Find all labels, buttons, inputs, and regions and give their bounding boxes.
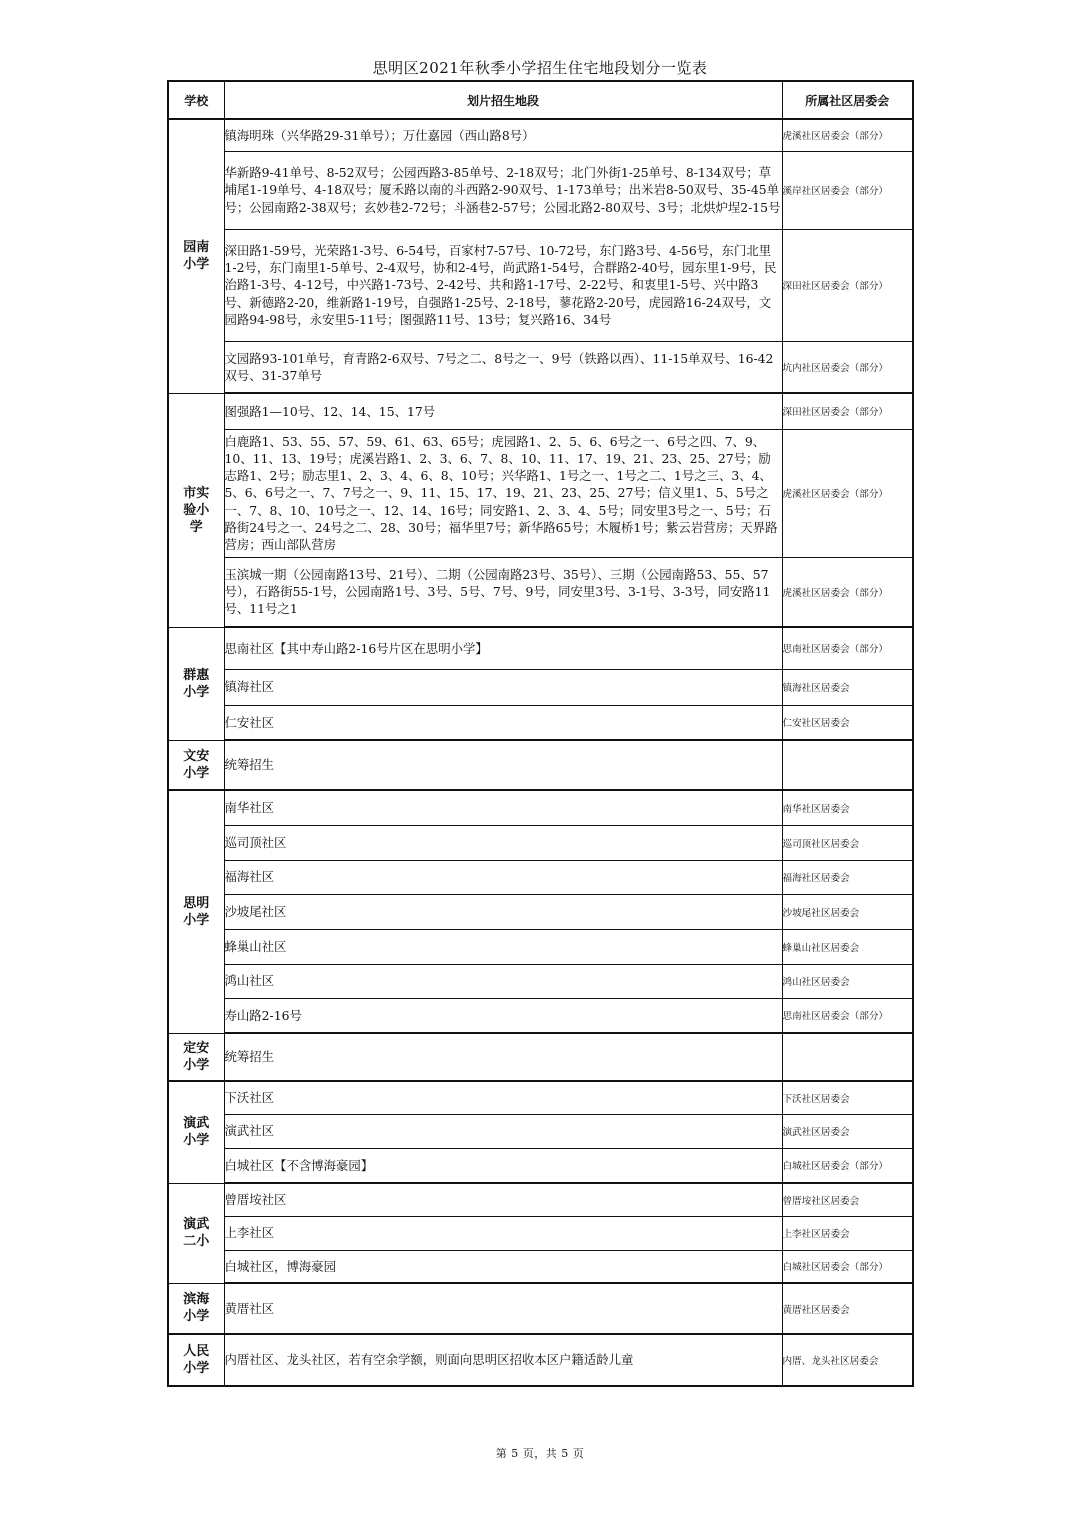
school-name-cell	[168, 1183, 224, 1283]
area-cell: 文园路93-101单号，育青路2-6双号、7号之二、8号之一、9号（铁路以西）、11-15单双号、16-42双号、31-37单号	[224, 341, 782, 393]
community-cell: 虎溪社区居委会（部分）	[782, 429, 913, 557]
table-row	[168, 1334, 913, 1386]
area-cell: 思南社区【其中寿山路2-16号片区在思明小学】	[224, 627, 782, 669]
school-name-line: 小学	[183, 1361, 210, 1376]
community-cell: 演武社区居委会	[782, 1114, 913, 1148]
community-cell: 内厝、龙头社区居委会	[782, 1334, 913, 1386]
school-name-line: 文安	[183, 748, 210, 764]
school-name-line: 验小	[183, 502, 210, 518]
page-footer: 第 5 页，共 5 页	[495, 1447, 585, 1460]
area-cell: 寿山路2-16号	[224, 998, 782, 1033]
table-row	[168, 1033, 913, 1081]
table-row	[168, 341, 913, 393]
school-name-line: 滨海	[183, 1292, 210, 1308]
school-name-line: 市实	[183, 485, 210, 501]
area-cell: 深田路1-59号，光荣路1-3号、6-54号，百家村7-57号、10-72号，东门路3号、4-56号，东门北里1-2号，东门南里1-5单号、2-4双号，协和2-4号，尚武路1-54号，合群路2-40号，园东里1-9号，民治路1-3号、4-12号，中兴路1-73号、2-42号、共和路1-17号、2-22号、和衷里1-5号、兴中路3号、新德路2-20，维新路1-19号，自强路1-25号、2-18号，蓼花路2-20号，虎园路16-24双号，文园路94-98号，永安里5-11号；图强路11号、13号；复兴路16、34号	[224, 229, 782, 341]
community-cell: 蜂巢山社区居委会	[782, 929, 913, 964]
community-cell: 仁安社区居委会	[782, 705, 913, 740]
table-row	[168, 825, 913, 860]
table-row	[168, 1081, 913, 1114]
table-row	[168, 1283, 913, 1334]
area-cell: 南华社区	[224, 790, 782, 825]
header-area: 划片招生地段	[224, 81, 782, 119]
community-cell: 虎溪社区居委会（部分）	[782, 119, 913, 151]
school-name-cell	[168, 740, 224, 790]
school-name-line: 演武	[183, 1116, 210, 1132]
school-name-line: 小学	[183, 684, 210, 700]
table-row	[168, 790, 913, 825]
area-cell: 上李社区	[224, 1216, 782, 1250]
school-name-line: 小学	[183, 257, 210, 273]
community-cell: 鸿山社区居委会	[782, 964, 913, 998]
school-name-line: 小学	[183, 1309, 210, 1325]
community-cell: 虎溪社区居委会（部分）	[782, 557, 913, 627]
school-name-line: 小学	[183, 765, 210, 781]
community-cell: 黄厝社区居委会	[782, 1283, 913, 1334]
school-name-line: 思明	[183, 895, 210, 911]
table-row	[168, 998, 913, 1033]
community-cell: 巡司顶社区居委会	[782, 825, 913, 860]
enrollment-table	[167, 80, 914, 1387]
table-row	[168, 929, 913, 964]
school-name-cell	[168, 1283, 224, 1334]
school-name-line: 群惠	[183, 667, 210, 683]
community-cell: 思南社区居委会（部分）	[782, 627, 913, 669]
community-cell: 深田社区居委会（部分）	[782, 393, 913, 429]
area-cell: 图强路1—10号、12、14、15、17号	[224, 393, 782, 429]
table-row	[168, 1148, 913, 1183]
school-name-cell	[168, 393, 224, 627]
school-name-line: 小学	[183, 1057, 210, 1073]
table-row	[168, 1114, 913, 1148]
table-row	[168, 740, 913, 790]
header-community: 所属社区居委会	[782, 81, 913, 119]
area-cell: 演武社区	[224, 1114, 782, 1148]
table-row	[168, 1216, 913, 1250]
school-name-line: 演武	[183, 1217, 210, 1232]
area-cell: 镇海明珠（兴华路29-31单号）；万仕嘉园（西山路8号）	[224, 119, 782, 151]
community-cell: 白城社区居委会（部分）	[782, 1250, 913, 1283]
table-row	[168, 705, 913, 740]
community-cell: 白城社区居委会（部分）	[782, 1148, 913, 1183]
table-row	[168, 627, 913, 669]
school-name-cell	[168, 119, 224, 393]
area-cell: 白城社区【不含博海豪园】	[224, 1148, 782, 1183]
table-row	[168, 119, 913, 151]
community-cell: 福海社区居委会	[782, 860, 913, 894]
area-cell: 华新路9-41单号、8-52双号；公园西路3-85单号、2-18双号；北门外街1-25单号、8-134双号；草埔尾1-19单号、4-18双号；厦禾路以南的斗西路2-90双号、1-173单号；出米岩8-50双号、35-45单号；公园南路2-38双号；玄妙巷2-72号；斗涵巷2-57号；公园北路2-80双号、3号；北烘炉埕2-15号	[224, 151, 782, 229]
table-row	[168, 860, 913, 894]
area-cell: 白城社区，博海豪园	[224, 1250, 782, 1283]
table-row	[168, 1250, 913, 1283]
table-row	[168, 557, 913, 627]
header-school: 学校	[168, 81, 224, 119]
table-row	[168, 894, 913, 929]
school-name-cell	[168, 627, 224, 740]
community-cell: 溪岸社区居委会（部分）	[782, 151, 913, 229]
area-cell: 鸿山社区	[224, 964, 782, 998]
area-cell: 巡司顶社区	[224, 825, 782, 860]
area-cell: 白鹿路1、53、55、57、59、61、63、65号；虎园路1、2、5、6、6号之一、6号之四、7、9、10、11、13、19号；虎溪岩路1、2、3、6、7、8、10、11、17、19、21、23、25、27号；励志路1、2号；励志里1、2、3、4、6、8、10号；兴华路1、1号之一、1号之二、1号之三、3、4、5、6、6号之一、7、7号之一、9、11、15、17、19、21、23、25、27号；信义里1、5、5号之一、7、8、10、10号之一、12、14、16号；同安路1、2、3、4、5号；同安里3号之一、5号；石路街24号之一、24号之二、28、30号；福华里7号；新华路65号；木履桥1号；紫云岩营房；天界路营房；西山部队营房	[224, 429, 782, 557]
table-row	[168, 229, 913, 341]
community-cell: 镇海社区居委会	[782, 669, 913, 705]
school-name-cell	[168, 790, 224, 1033]
school-name-line: 定安	[183, 1040, 210, 1056]
community-cell: 下沃社区居委会	[782, 1081, 913, 1114]
school-name-line: 园南	[183, 240, 210, 256]
school-name-cell	[168, 1033, 224, 1081]
table-row	[168, 393, 913, 429]
table-body	[168, 119, 913, 1386]
area-cell: 仁安社区	[224, 705, 782, 740]
area-cell: 蜂巢山社区	[224, 929, 782, 964]
school-name-line: 小学	[183, 912, 210, 928]
area-cell: 镇海社区	[224, 669, 782, 705]
school-name-line: 小学	[183, 1133, 210, 1149]
table-row	[168, 964, 913, 998]
table-row	[168, 1183, 913, 1216]
community-cell: 南华社区居委会	[782, 790, 913, 825]
community-cell	[782, 1033, 913, 1081]
area-cell: 福海社区	[224, 860, 782, 894]
area-cell: 玉滨城一期（公园南路13号、21号）、二期（公园南路23号、35号）、三期（公园南路53、55、57号），石路街55-1号，公园南路1号、3号、5号、7号、9号，同安里3号、3-1号、3-3号，同安路11号、11号之1	[224, 557, 782, 627]
table-row	[168, 669, 913, 705]
school-name-line: 学	[189, 519, 203, 535]
community-cell: 曾厝垵社区居委会	[782, 1183, 913, 1216]
table-row	[168, 151, 913, 229]
community-cell: 坑内社区居委会（部分）	[782, 341, 913, 393]
school-name-cell	[168, 1081, 224, 1183]
table-row	[168, 429, 913, 557]
community-cell: 深田社区居委会（部分）	[782, 229, 913, 341]
area-cell: 统筹招生	[224, 740, 782, 790]
area-cell: 黄厝社区	[224, 1283, 782, 1334]
school-name-line: 二小	[183, 1234, 210, 1249]
community-cell: 思南社区居委会（部分）	[782, 998, 913, 1033]
school-name-line: 人民	[183, 1344, 210, 1359]
school-name-cell	[168, 1334, 224, 1386]
community-cell: 上李社区居委会	[782, 1216, 913, 1250]
area-cell: 曾厝垵社区	[224, 1183, 782, 1216]
area-cell: 统筹招生	[224, 1033, 782, 1081]
table-header-row	[168, 81, 913, 119]
area-cell: 内厝社区、龙头社区，若有空余学额，则面向思明区招收本区户籍适龄儿童	[224, 1334, 782, 1386]
area-cell: 沙坡尾社区	[224, 894, 782, 929]
area-cell: 下沃社区	[224, 1081, 782, 1114]
community-cell	[782, 740, 913, 790]
page-title: 思明区2021年秋季小学招生住宅地段划分一览表	[372, 59, 708, 77]
community-cell: 沙坡尾社区居委会	[782, 894, 913, 929]
